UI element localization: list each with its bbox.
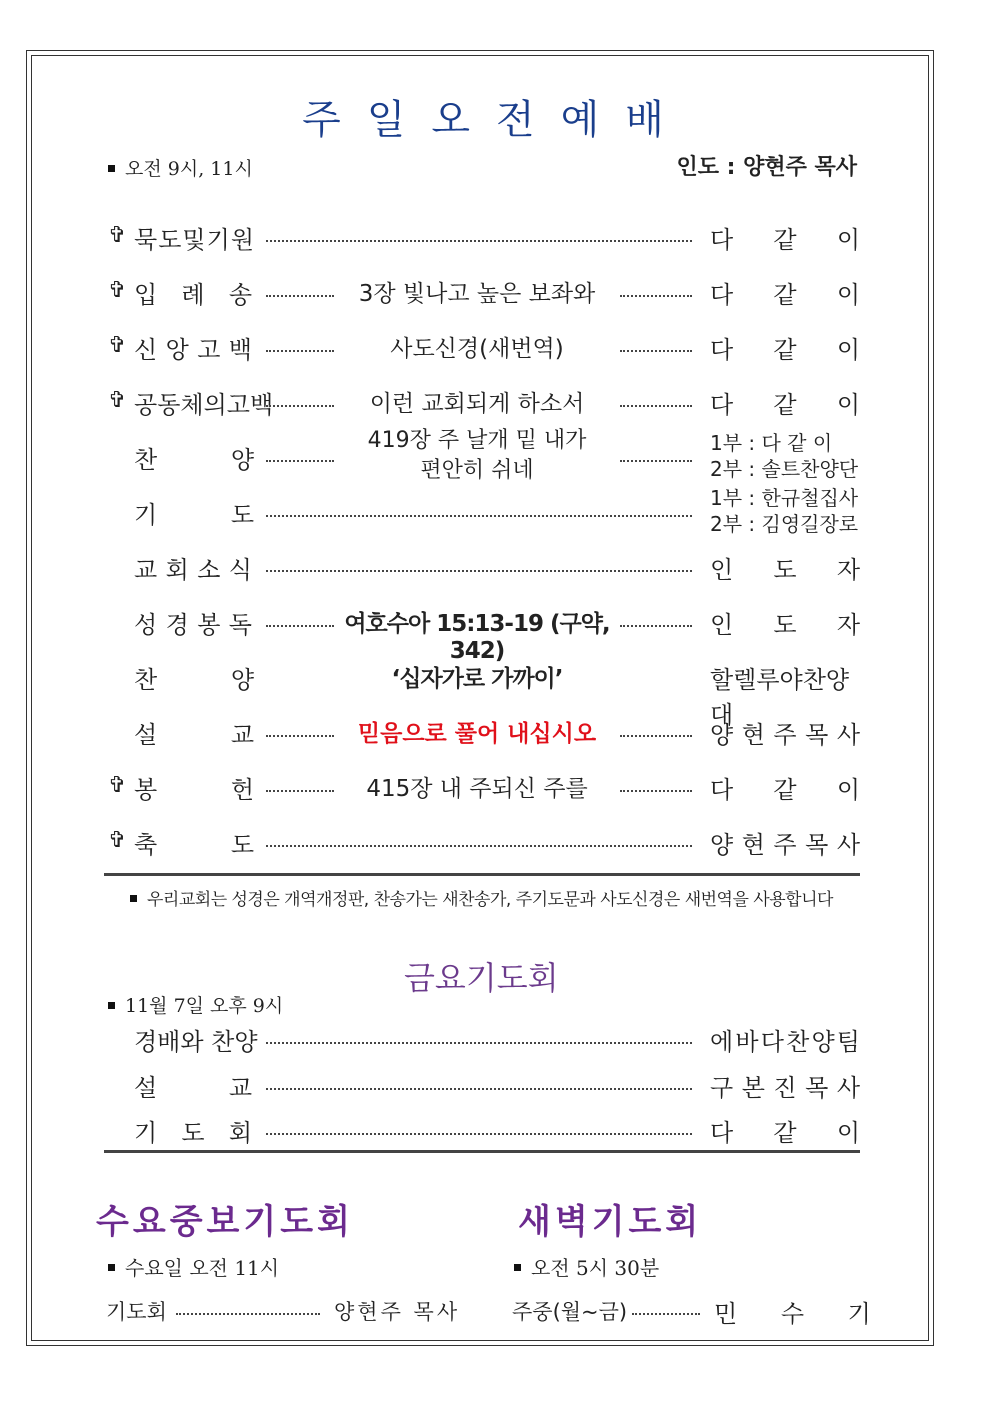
leader-dots	[620, 405, 692, 407]
friday-label: 기 도 회	[134, 1119, 252, 1147]
dawn-label: 주중(월~금)	[512, 1300, 628, 1324]
leader-dots	[620, 295, 692, 297]
order-label: 봉 헌	[134, 776, 254, 804]
leader-dots	[266, 570, 692, 572]
order-row	[104, 658, 860, 729]
order-row	[104, 218, 860, 258]
order-row	[104, 713, 860, 753]
order-row	[104, 428, 860, 483]
divider	[104, 1150, 860, 1153]
order-content: 사도신경(새번역)	[390, 336, 564, 362]
bullet-square-icon	[514, 1264, 521, 1271]
friday-title: 금요기도회	[404, 959, 559, 997]
order-content: 419장 주 날개 밑 내가 편안히 쉬네	[367, 428, 587, 483]
order-row	[104, 823, 860, 863]
order-label: 성 경 봉 독	[134, 611, 252, 639]
usage-note: 우리교회는 성경은 개역개정판, 찬송가는 새찬송가, 주기도문과 사도신경은 새번역을 사용합니다	[130, 885, 833, 910]
friday-leader: 다 같 이	[710, 1119, 860, 1147]
order-leader: 다 같 이	[710, 391, 860, 419]
order-label: 찬 양	[134, 666, 254, 694]
cross-icon: ✞	[108, 333, 127, 358]
leader-dots	[632, 1313, 700, 1315]
leader-dots	[266, 1088, 692, 1090]
order-leader: 인 도 자	[710, 611, 860, 639]
wednesday-time: 수요일 오전 11시	[108, 1252, 279, 1281]
order-row	[104, 273, 860, 313]
order-content: 이런 교회되게 하소서	[369, 391, 585, 417]
leader-dots	[176, 1313, 320, 1315]
order-leader: 다 같 이	[710, 281, 860, 309]
cross-icon: ✞	[108, 773, 127, 798]
order-label: 기 도	[134, 501, 254, 529]
friday-leader: 구 본 진 목 사	[710, 1074, 860, 1102]
order-leader: 다 같 이	[710, 776, 860, 804]
bullet-square-icon	[130, 895, 137, 902]
friday-label: 설 교	[134, 1074, 252, 1102]
order-row	[104, 768, 860, 808]
bullet-square-icon	[108, 1264, 115, 1271]
order-leader: 1부 : 다 같 이 2부 : 솔트찬양단	[710, 431, 859, 481]
dawn-title: 새벽기도회	[518, 1202, 703, 1242]
page-title: 주일오전예배	[302, 97, 690, 143]
friday-time: 11월 7일 오후 9시	[108, 991, 283, 1018]
wednesday-label: 기도회	[106, 1300, 167, 1324]
leader-dots	[620, 735, 692, 737]
order-content: 여호수아 15:13-19 (구약, 342)	[344, 611, 610, 664]
leader-dots	[266, 405, 334, 407]
leader-dots	[266, 625, 334, 627]
leader-dots	[620, 350, 692, 352]
leader-dots	[266, 1133, 692, 1135]
order-label: 찬 양	[134, 446, 254, 474]
cross-icon: ✞	[108, 388, 127, 413]
friday-leader: 에 바 다 찬 양 팀	[710, 1028, 860, 1056]
order-leader: 다 같 이	[710, 226, 860, 254]
cross-icon: ✞	[108, 828, 127, 853]
order-content: 3장 빛나고 높은 보좌와	[358, 281, 596, 307]
leader-dots	[266, 1042, 692, 1044]
leader-dots	[620, 625, 692, 627]
dawn-right: 민 수 기	[714, 1300, 889, 1328]
order-leader: 양 현 주 목 사	[710, 831, 860, 859]
order-content: 415장 내 주되신 주를	[366, 776, 588, 802]
leader-dots	[266, 460, 334, 462]
service-time: 오전 9시, 11시	[108, 154, 253, 181]
sermon-title: 믿음으로 풀어 내십시오	[357, 721, 597, 747]
order-content: ‘십자가로 가까이’	[391, 666, 563, 692]
order-label: 축 도	[134, 831, 254, 859]
order-leader: 할렐루야찬양대	[710, 666, 850, 729]
leader-dots	[620, 460, 692, 462]
order-row	[104, 328, 860, 368]
bullet-square-icon	[108, 1002, 115, 1009]
leader-dots	[266, 515, 692, 517]
leader-dots	[266, 790, 334, 792]
leader-dots	[266, 350, 334, 352]
leader-dots	[266, 240, 692, 242]
dawn-time: 오전 5시 30분	[514, 1252, 659, 1281]
order-leader: 1부 : 한규철집사 2부 : 김영길장로	[710, 486, 859, 536]
leader-dots	[266, 735, 334, 737]
wednesday-title: 수요중보기도회	[96, 1202, 354, 1242]
order-row	[104, 486, 860, 536]
leader-dots	[620, 790, 692, 792]
order-label: 공 동 체 의 고 백	[134, 391, 274, 419]
friday-row	[104, 1020, 860, 1060]
order-row	[104, 603, 860, 664]
cross-icon: ✞	[108, 223, 127, 248]
order-label: 교 회 소 식	[134, 556, 252, 584]
order-leader: 인 도 자	[710, 556, 860, 584]
order-label: 묵 도 및 기 원	[134, 226, 254, 254]
order-label: 설 교	[134, 721, 254, 749]
order-leader: 양 현 주 목 사	[710, 721, 860, 749]
order-row	[104, 548, 860, 588]
bullet-square-icon	[108, 165, 115, 172]
friday-row	[104, 1066, 860, 1106]
leader-dots	[266, 845, 692, 847]
order-label: 신 앙 고 백	[134, 336, 252, 364]
cross-icon: ✞	[108, 278, 127, 303]
leader-dots	[266, 295, 334, 297]
divider	[104, 873, 860, 876]
wednesday-right: 양현주 목사	[334, 1300, 461, 1324]
friday-row	[104, 1111, 860, 1151]
leader: 인도 : 양현주 목사	[676, 155, 857, 180]
order-leader: 다 같 이	[710, 336, 860, 364]
friday-label: 경배와 찬양	[134, 1028, 258, 1056]
order-row	[104, 383, 860, 423]
order-label: 입 례 송	[134, 281, 252, 309]
